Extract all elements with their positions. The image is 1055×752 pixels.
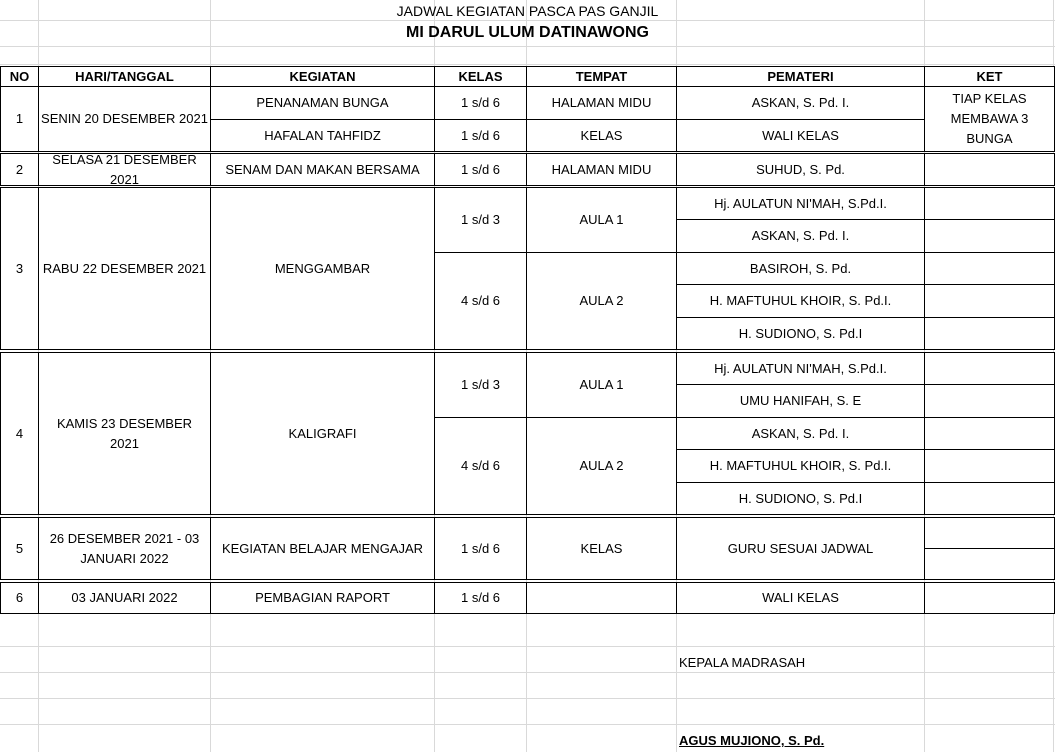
row2-presenter: SUHUD, S. Pd. bbox=[676, 153, 925, 186]
row2-day: SELASA 21 DESEMBER 2021 bbox=[38, 153, 211, 186]
header-place: TEMPAT bbox=[526, 66, 677, 87]
row1-activity-a: PENANAMAN BUNGA bbox=[210, 86, 435, 120]
header-note: KET bbox=[924, 66, 1055, 87]
row5-activity: KEGIATAN BELAJAR MENGAJAR bbox=[210, 517, 435, 580]
row2-note bbox=[924, 153, 1055, 186]
row4-note-5 bbox=[924, 482, 1055, 515]
row3-presenter-3: BASIROH, S. Pd. bbox=[676, 252, 925, 285]
row3-day: RABU 22 DESEMBER 2021 bbox=[38, 187, 211, 350]
row4-presenter-1: Hj. AULATUN NI'MAH, S.Pd.I. bbox=[676, 352, 925, 385]
row5-no: 5 bbox=[0, 517, 39, 580]
row2-activity: SENAM DAN MAKAN BERSAMA bbox=[210, 153, 435, 186]
row6-activity: PEMBAGIAN RAPORT bbox=[210, 582, 435, 614]
row6-class: 1 s/d 6 bbox=[434, 582, 527, 614]
row4-class-a: 1 s/d 3 bbox=[434, 352, 527, 418]
document-title: JADWAL KEGIATAN PASCA PAS GANJIL bbox=[396, 3, 659, 19]
row3-note-2 bbox=[924, 219, 1055, 253]
row3-presenter-2: ASKAN, S. Pd. I. bbox=[676, 219, 925, 253]
row3-presenter-1: Hj. AULATUN NI'MAH, S.Pd.I. bbox=[676, 187, 925, 220]
row6-place bbox=[526, 582, 677, 614]
row4-activity: KALIGRAFI bbox=[210, 352, 435, 515]
header-no: NO bbox=[0, 66, 39, 87]
row1-presenter-b: WALI KELAS bbox=[676, 119, 925, 152]
row3-no: 3 bbox=[0, 187, 39, 350]
row5-note-1 bbox=[924, 517, 1055, 549]
row3-note-5 bbox=[924, 317, 1055, 350]
school-name: MI DARUL ULUM DATINAWONG bbox=[406, 24, 649, 41]
row4-class-b: 4 s/d 6 bbox=[434, 417, 527, 515]
row1-place-b: KELAS bbox=[526, 119, 677, 152]
row1-day: SENIN 20 DESEMBER 2021 bbox=[38, 86, 211, 152]
row5-presenter: GURU SESUAI JADWAL bbox=[676, 517, 925, 580]
row6-day: 03 JANUARI 2022 bbox=[38, 582, 211, 614]
row4-no: 4 bbox=[0, 352, 39, 515]
row2-class: 1 s/d 6 bbox=[434, 153, 527, 186]
row1-class-b: 1 s/d 6 bbox=[434, 119, 527, 152]
row4-place-a: AULA 1 bbox=[526, 352, 677, 418]
header-activity: KEGIATAN bbox=[210, 66, 435, 87]
row3-class-a: 1 s/d 3 bbox=[434, 187, 527, 253]
row1-note: TIAP KELAS MEMBAWA 3 BUNGA bbox=[924, 86, 1055, 152]
row4-presenter-2: UMU HANIFAH, S. E bbox=[676, 384, 925, 418]
row6-no: 6 bbox=[0, 582, 39, 614]
row3-presenter-4: H. MAFTUHUL KHOIR, S. Pd.I. bbox=[676, 284, 925, 318]
row1-presenter-a: ASKAN, S. Pd. I. bbox=[676, 86, 925, 120]
row3-place-b: AULA 2 bbox=[526, 252, 677, 350]
row3-note-3 bbox=[924, 252, 1055, 285]
signature-role: KEPALA MADRASAH bbox=[679, 655, 806, 670]
row6-presenter: WALI KELAS bbox=[676, 582, 925, 614]
row6-note bbox=[924, 582, 1055, 614]
row2-no: 2 bbox=[0, 153, 39, 186]
header-presenter: PEMATERI bbox=[676, 66, 925, 87]
row3-place-a: AULA 1 bbox=[526, 187, 677, 253]
row5-day: 26 DESEMBER 2021 - 03 JANUARI 2022 bbox=[38, 517, 211, 580]
row1-place-a: HALAMAN MIDU bbox=[526, 86, 677, 120]
row5-place: KELAS bbox=[526, 517, 677, 580]
header-day: HARI/TANGGAL bbox=[38, 66, 211, 87]
row3-presenter-5: H. SUDIONO, S. Pd.I bbox=[676, 317, 925, 350]
row4-note-2 bbox=[924, 384, 1055, 418]
row4-presenter-4: H. MAFTUHUL KHOIR, S. Pd.I. bbox=[676, 449, 925, 483]
row4-note-4 bbox=[924, 449, 1055, 483]
row4-note-3 bbox=[924, 417, 1055, 450]
row4-note-1 bbox=[924, 352, 1055, 385]
row3-class-b: 4 s/d 6 bbox=[434, 252, 527, 350]
row4-presenter-5: H. SUDIONO, S. Pd.I bbox=[676, 482, 925, 515]
row3-note-4 bbox=[924, 284, 1055, 318]
row1-class-a: 1 s/d 6 bbox=[434, 86, 527, 120]
header-class: KELAS bbox=[434, 66, 527, 87]
row4-place-b: AULA 2 bbox=[526, 417, 677, 515]
signature-name: AGUS MUJIONO, S. Pd. bbox=[679, 733, 825, 748]
row4-day: KAMIS 23 DESEMBER 2021 bbox=[38, 352, 211, 515]
row4-presenter-3: ASKAN, S. Pd. I. bbox=[676, 417, 925, 450]
row1-activity-b: HAFALAN TAHFIDZ bbox=[210, 119, 435, 152]
row3-note-1 bbox=[924, 187, 1055, 220]
row2-place: HALAMAN MIDU bbox=[526, 153, 677, 186]
row1-no: 1 bbox=[0, 86, 39, 152]
row5-class: 1 s/d 6 bbox=[434, 517, 527, 580]
row3-activity: MENGGAMBAR bbox=[210, 187, 435, 350]
row5-note-2 bbox=[924, 548, 1055, 580]
